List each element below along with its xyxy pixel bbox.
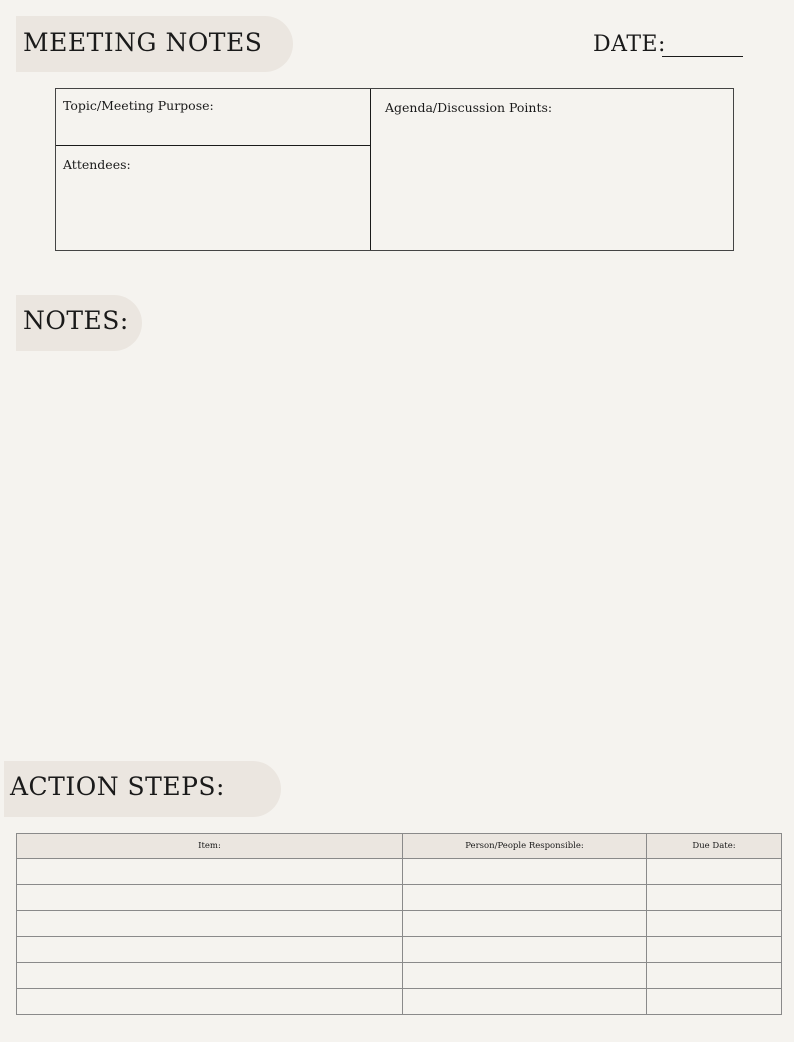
due-date-cell[interactable] — [647, 989, 782, 1015]
responsible-cell[interactable] — [403, 859, 647, 885]
item-cell[interactable] — [17, 885, 403, 911]
topic-label: Topic/Meeting Purpose: — [63, 98, 214, 113]
due-date-cell[interactable] — [647, 859, 782, 885]
responsible-cell[interactable] — [403, 989, 647, 1015]
table-row — [17, 963, 782, 989]
date-label: DATE: — [593, 32, 666, 57]
table-row — [17, 859, 782, 885]
attendees-label: Attendees: — [63, 157, 131, 172]
column-header-due-date: Due Date: — [647, 834, 782, 859]
action-steps-heading: ACTION STEPS: — [10, 772, 225, 801]
agenda-label: Agenda/Discussion Points: — [385, 100, 553, 115]
item-cell[interactable] — [17, 911, 403, 937]
action-steps-table — [16, 833, 782, 1015]
responsible-cell[interactable] — [403, 937, 647, 963]
table-row — [17, 885, 782, 911]
due-date-cell[interactable] — [647, 963, 782, 989]
responsible-cell[interactable] — [403, 911, 647, 937]
due-date-cell[interactable] — [647, 885, 782, 911]
page-title: MEETING NOTES — [23, 28, 263, 57]
table-header-row — [17, 834, 782, 859]
item-cell[interactable] — [17, 937, 403, 963]
column-header-responsible: Person/People Responsible: — [403, 834, 647, 859]
item-cell[interactable] — [17, 989, 403, 1015]
responsible-cell[interactable] — [403, 963, 647, 989]
meeting-info-box — [55, 88, 734, 251]
column-header-item: Item: — [17, 834, 403, 859]
info-box-horizontal-divider — [56, 145, 370, 146]
info-box-vertical-divider — [370, 89, 371, 250]
notes-heading: NOTES: — [23, 306, 129, 335]
responsible-cell[interactable] — [403, 885, 647, 911]
item-cell[interactable] — [17, 859, 403, 885]
table-row — [17, 911, 782, 937]
table-row — [17, 989, 782, 1015]
item-cell[interactable] — [17, 963, 403, 989]
table-row — [17, 937, 782, 963]
due-date-cell[interactable] — [647, 937, 782, 963]
date-field[interactable] — [662, 56, 743, 57]
due-date-cell[interactable] — [647, 911, 782, 937]
